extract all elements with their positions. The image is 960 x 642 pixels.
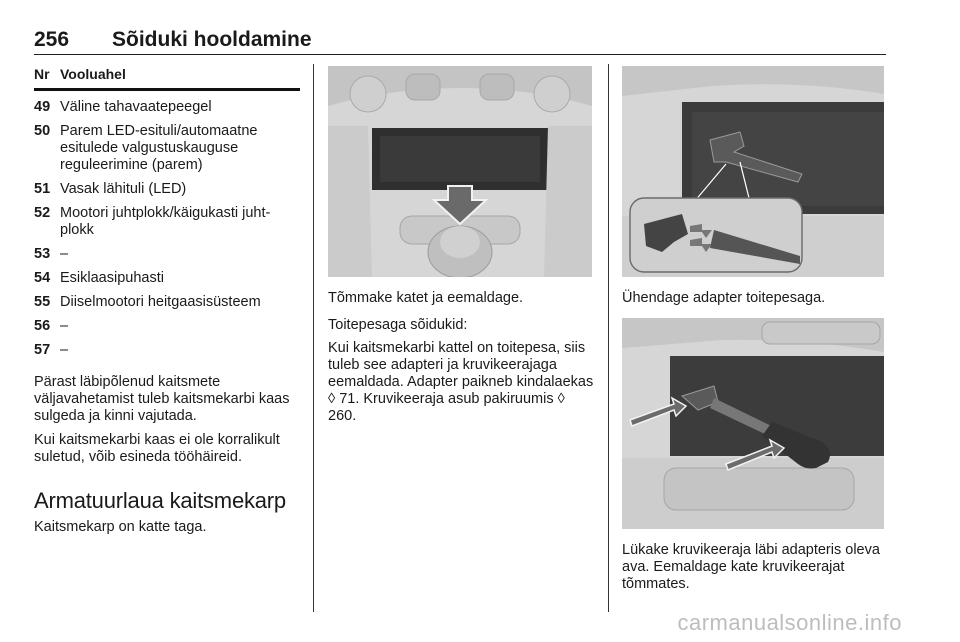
- fuse-number: 50: [34, 123, 51, 139]
- fuse-row: [34, 179, 300, 203]
- fuse-circuit: Esiklaasipuhasti: [60, 270, 164, 286]
- column-1: [34, 64, 300, 543]
- illustration-pull-cover: [328, 66, 592, 277]
- column-divider-2: [608, 64, 609, 612]
- page-number: 256: [34, 28, 70, 51]
- watermark: carmanualsonline.info: [677, 610, 902, 635]
- col-header-nr: Nr: [34, 66, 50, 82]
- fuse-number: 53: [34, 246, 51, 262]
- fuse-row: [34, 340, 300, 364]
- paragraph-heading-power-outlet: Toitepesaga sõidukid:: [328, 317, 468, 333]
- section-title: Armatuurlaua kaitsmekarp: [34, 488, 286, 513]
- fuse-circuit: –: [60, 342, 69, 358]
- fuse-row: [34, 244, 300, 268]
- fuse-number: 57: [34, 342, 51, 358]
- fuse-row: [34, 203, 300, 244]
- paragraph-replace-fuses: Pärast läbipõlenud kaitsmete väljavahetamist tuleb kaitsmekarbi kaas sulgeda ja kinni vajutada.: [34, 374, 290, 424]
- fuse-table: [34, 97, 300, 364]
- caption-connect-adapter: Ühendage adapter toitepesaga.: [622, 290, 826, 306]
- fuse-row: [34, 121, 300, 179]
- section-intro: Kaitsmekarp on katte taga.: [34, 519, 207, 535]
- paragraph-power-outlet-instructions: Kui kaitsmekarbi kattel on toitepesa, siis tuleb see adapteri ja kruvikeerajaga eemaldada. Adapter paikneb kindalaekas ◊ 71. Kruvikeeraja asub pakiruumis ◊ 260.: [328, 340, 594, 424]
- fuse-circuit: –: [60, 318, 69, 334]
- fuse-number: 54: [34, 270, 51, 286]
- fuse-circuit: Mootori juhtplokk/käigukasti juht- plokk: [60, 205, 271, 238]
- fuse-number: 52: [34, 205, 51, 221]
- fuse-row: [34, 97, 300, 121]
- caption-pull-cover: Tõmmake katet ja eemaldage.: [328, 290, 524, 306]
- fuse-number: 55: [34, 294, 51, 310]
- page-header: [34, 26, 886, 55]
- fuse-row: [34, 292, 300, 316]
- fuse-row: [34, 316, 300, 340]
- paragraph-cover-warning: Kui kaitsmekarbi kaas ei ole korralikult suletud, võib esineda tööhäireid.: [34, 432, 280, 465]
- chapter-title: Sõiduki hooldamine: [112, 28, 312, 51]
- illustration-remove-cover: [622, 318, 884, 529]
- fuse-circuit: Vasak lähituli (LED): [60, 181, 187, 197]
- fuse-number: 56: [34, 318, 51, 334]
- illustration-connect-adapter: [622, 66, 884, 277]
- column-divider-1: [313, 64, 314, 612]
- col-header-circuit: Vooluahel: [60, 66, 126, 82]
- fuse-row: [34, 268, 300, 292]
- fuse-circuit: Parem LED-esituli/automaatne esitulede valgustuskauguse reguleerimine (parem): [60, 123, 258, 173]
- caption-remove-cover: Lükake kruvikeeraja läbi adapteris oleva ava. Eemaldage kate kruvikeerajat tõmmates.: [622, 542, 880, 592]
- fuse-number: 49: [34, 99, 51, 115]
- fuse-circuit: –: [60, 246, 69, 262]
- fuse-table-header: [34, 64, 300, 91]
- fuse-circuit: Väline tahavaatepeegel: [60, 99, 212, 115]
- fuse-number: 51: [34, 181, 51, 197]
- fuse-circuit: Diiselmootori heitgaasisüsteem: [60, 294, 261, 310]
